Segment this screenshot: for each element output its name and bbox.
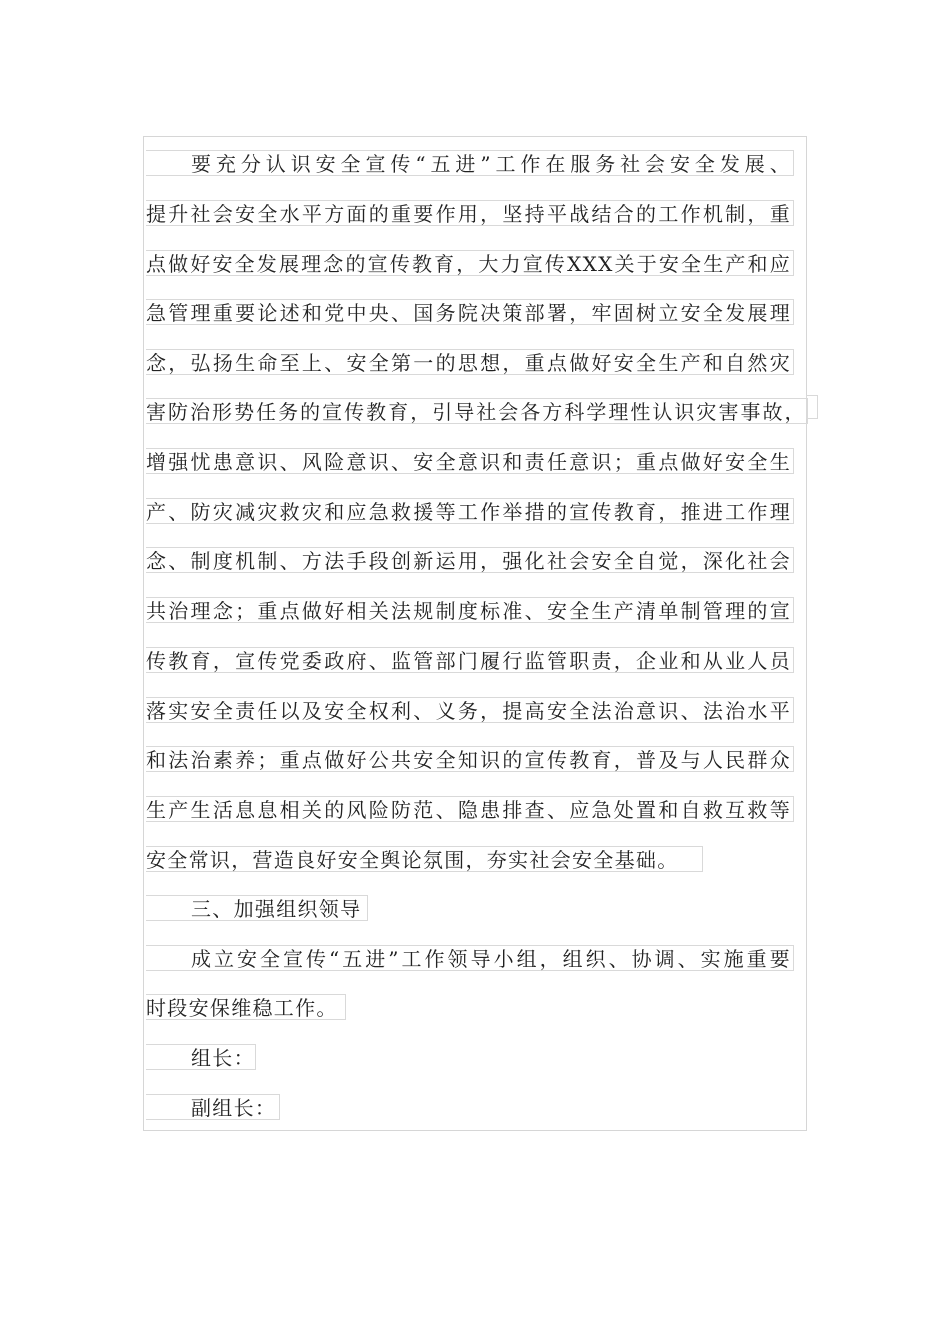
paragraph-line: 点做好安全发展理念的宣传教育，大力宣传XXX关于安全生产和应 <box>146 250 794 276</box>
paragraph-line: 急管理重要论述和党中央、国务院决策部署，牢固树立安全发展理 <box>146 299 794 325</box>
section-heading: 三、加强组织领导 <box>146 895 368 921</box>
paragraph-line: 共治理念；重点做好相关法规制度标准、安全生产清单制管理的宣 <box>146 597 794 623</box>
paragraph-line: 生产生活息息相关的风险防范、隐患排查、应急处置和自救互救等 <box>146 796 794 822</box>
deputy-leader-label: 副组长： <box>146 1094 280 1120</box>
leader-label: 组长： <box>146 1044 256 1070</box>
paragraph-line: 增强忧患意识、风险意识、安全意识和责任意识；重点做好安全生 <box>146 448 794 474</box>
paragraph-line: 念、制度机制、方法手段创新运用，强化社会安全自觉，深化社会 <box>146 547 794 573</box>
paragraph-line: 提升社会安全水平方面的重要作用，坚持平战结合的工作机制，重 <box>146 200 794 226</box>
paragraph-line: 传教育，宣传党委政府、监管部门履行监管职责，企业和从业人员 <box>146 647 794 673</box>
paragraph-line: 落实安全责任以及安全权利、义务，提高安全法治意识、法治水平 <box>146 697 794 723</box>
paragraph-line: 产、防灾减灾救灾和应急救援等工作举措的宣传教育，推进工作理 <box>146 498 794 524</box>
paragraph-line: 念，弘扬生命至上、安全第一的思想，重点做好安全生产和自然灾 <box>146 349 794 375</box>
paragraph-line: 害防治形势任务的宣传教育，引导社会各方科学理性认识灾害事故， <box>146 398 808 424</box>
paragraph-line: 要充分认识安全宣传“五进”工作在服务社会安全发展、 <box>146 150 794 176</box>
paragraph-line: 和法治素养；重点做好公共安全知识的宣传教育，普及与人民群众 <box>146 746 794 772</box>
page-frame <box>143 136 807 1131</box>
paragraph-line: 时段安保维稳工作。 <box>146 994 346 1020</box>
paragraph-line: 安全常识，营造良好安全舆论氛围，夯实社会安全基础。 <box>146 846 703 872</box>
paragraph-line: 成立安全宣传“五进”工作领导小组，组织、协调、实施重要 <box>146 945 794 971</box>
